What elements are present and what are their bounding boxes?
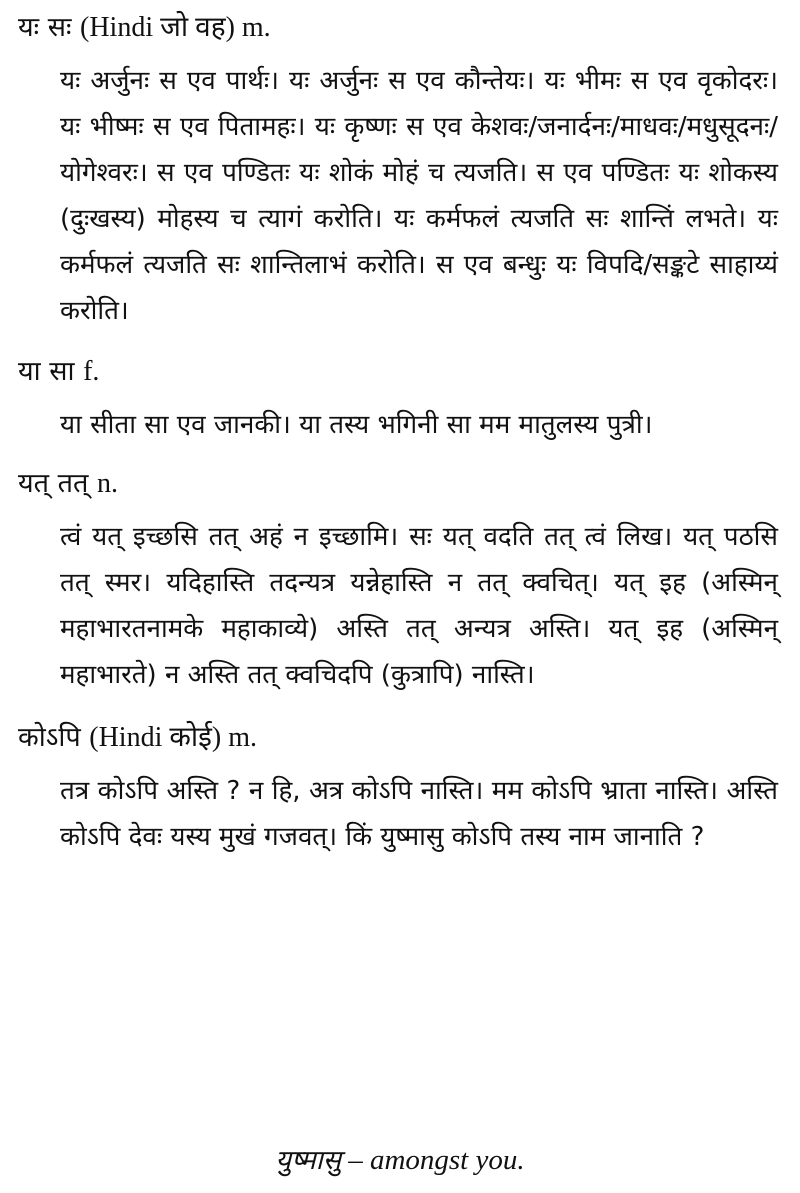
headword-gloss: f. [83,356,100,387]
headword-devanagari: कोऽपि [18,722,81,753]
entry-headword [18,352,778,392]
entry-yah-sah [18,8,778,334]
headword-gloss: (Hindi जो वह) m. [80,12,271,43]
footnote-word: युष्मासु [275,1145,341,1176]
entry-kopi [18,718,778,860]
entry-ya-sa [18,352,778,448]
headword-devanagari: यत् तत् [18,468,89,499]
entry-text: तत्र कोऽपि अस्ति ? न हि, अत्र कोऽपि नास्ति। मम कोऽपि भ्राता नास्ति। अस्ति कोऽपि देवः यस्य मुखं गजवत्। किं युष्मासु कोऽपि तस्य नाम जानाति ? [60,776,778,852]
footnote [0,1140,800,1181]
headword-devanagari: या सा [18,356,75,387]
headword-gloss: (Hindi कोई) m. [89,722,257,753]
headword-gloss: n. [97,468,119,499]
entry-headword [18,8,778,48]
entry-text: यः अर्जुनः स एव पार्थः। यः अर्जुनः स एव कौन्तेयः। यः भीमः स एव वृकोदरः। यः भीष्मः स एव पितामहः। यः कृष्णः स एव केशवः/जनार्दनः/माधवः/मधुसूदनः/योगेश्वरः। स एव पण्डितः यः शोकं मोहं च त्यजति। स एव पण्डितः यः शोकस्य (दुःखस्य) मोहस्य च त्यागं करोति। यः कर्मफलं त्यजति सः शान्तिं लभते। यः कर्मफलं त्यजति सः शान्तिलाभं करोति। स एव बन्धुः यः विपदि/सङ्कटे साहाय्यं करोति। [60,66,778,326]
entry-yat-tat [18,464,778,698]
entry-headword [18,718,778,758]
entry-text: या सीता सा एव जानकी। या तस्य भगिनी सा मम मातुलस्य पुत्री। [60,410,653,440]
footnote-gloss: – amongst you. [340,1144,525,1176]
headword-devanagari: यः सः [18,12,72,43]
entry-headword [18,464,778,504]
entry-text: त्वं यत् इच्छसि तत् अहं न इच्छामि। सः यत् वदति तत् त्वं लिख। यत् पठसि तत् स्मर। यदिहास्ति तदन्यत्र यन्नेहास्ति न तत् क्वचित्। यत् इह (अस्मिन् महाभारतनामके महाकाव्ये) अस्ति तत् अन्यत्र अस्ति। यत् इह (अस्मिन् महाभारते) न अस्ति तत् क्वचिदपि (कुत्रापि) नास्ति। [60,522,778,690]
